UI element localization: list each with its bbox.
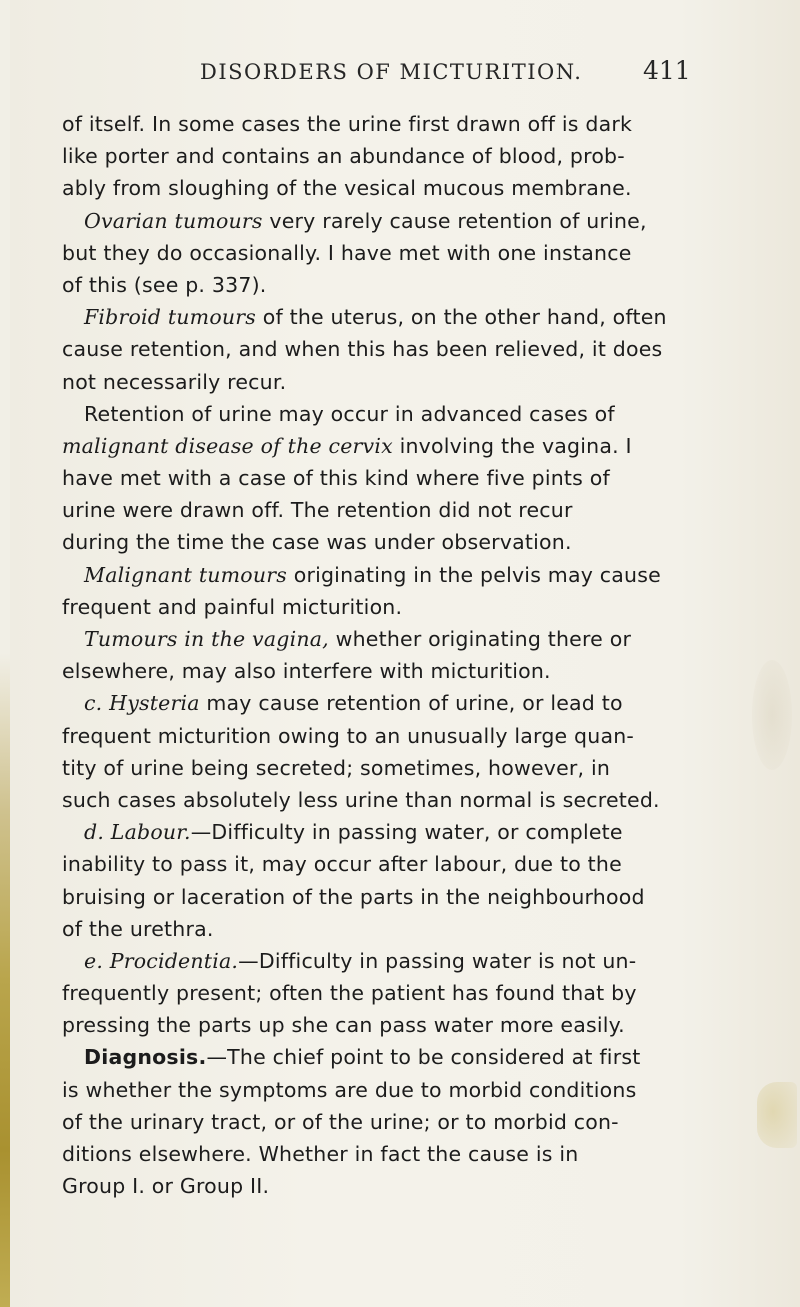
page-number: 411 (643, 56, 691, 85)
text-line (62, 462, 774, 494)
page-spine-edge (0, 0, 10, 1307)
text-run: but they do occasionally. I have met with one instance (62, 240, 632, 265)
text-line (62, 945, 774, 977)
text-run: of this (see p. 337). (62, 272, 267, 297)
text-run: such cases absolutely less urine than normal is secreted. (62, 787, 660, 812)
text-line (62, 172, 774, 204)
text-line (62, 1041, 774, 1073)
text-line (62, 494, 774, 526)
running-title: DISORDERS OF MICTURITION. (200, 60, 583, 84)
italic-term: c. Hysteria (84, 691, 200, 716)
text-line (62, 366, 774, 398)
body-text (62, 108, 774, 1202)
text-line (62, 848, 774, 880)
text-run: —Difficulty in passing water is not un- (238, 948, 637, 973)
text-line (62, 333, 774, 365)
text-run: —Difficulty in passing water, or complete (190, 820, 623, 845)
text-line (62, 591, 774, 623)
text-line (62, 1106, 774, 1138)
text-line (62, 977, 774, 1009)
text-run: not necessarily recur. (62, 369, 287, 394)
text-run: Retention of urine may occur in advanced cases of (84, 401, 615, 426)
text-line (62, 1138, 774, 1170)
text-run: pressing the parts up she can pass water more easily. (62, 1013, 625, 1038)
text-run: originating in the pelvis may cause (286, 562, 661, 587)
text-run: elsewhere, may also interfere with micturition. (62, 659, 551, 684)
text-run: of itself. In some cases the urine first drawn off is dark (62, 112, 633, 136)
text-run: of the urethra. (62, 916, 214, 941)
text-run: inability to pass it, may occur after labour, due to the (62, 852, 622, 877)
text-run: tity of urine being secreted; sometimes, however, in (62, 755, 611, 780)
text-run: ditions elsewhere. Whether in fact the cause is in (62, 1142, 579, 1166)
italic-term: Malignant tumours (84, 562, 287, 587)
text-line (62, 752, 774, 784)
text-run: involving the vagina. I (392, 433, 632, 458)
italic-term: d. Labour. (84, 820, 191, 845)
italic-term: malignant disease of the cervix (62, 433, 393, 458)
text-run: may cause retention of urine, or lead to (199, 691, 623, 716)
text-line (62, 108, 774, 140)
text-line (62, 559, 774, 591)
text-line (62, 398, 774, 430)
text-line (62, 655, 774, 687)
text-line (62, 1170, 774, 1202)
text-line (62, 430, 774, 462)
text-run: cause retention, and when this has been relieved, it does (62, 337, 663, 362)
running-header (0, 56, 800, 96)
text-line (62, 526, 774, 558)
text-run: urine were drawn off. The retention did not recur (62, 498, 573, 523)
text-line (62, 720, 774, 752)
text-line (62, 140, 774, 172)
text-run: —The chief point to be considered at first (206, 1045, 641, 1070)
text-line (62, 205, 774, 237)
text-run: like porter and contains an abundance of blood, prob- (62, 144, 625, 169)
text-run: is whether the symptoms are due to morbid conditions (62, 1077, 637, 1102)
text-line (62, 237, 774, 269)
text-line (62, 1074, 774, 1106)
text-line (62, 913, 774, 945)
text-line (62, 881, 774, 913)
italic-term: Tumours in the vagina, (84, 627, 329, 651)
text-line (62, 1009, 774, 1041)
text-run: of the urinary tract, or of the urine; or to morbid con- (62, 1109, 619, 1134)
italic-term: Fibroid tumours (84, 305, 256, 330)
text-run: frequently present; often the patient has found that by (62, 981, 637, 1006)
text-run: have met with a case of this kind where five pints of (62, 466, 610, 491)
italic-term: Ovarian tumours (84, 208, 263, 233)
text-run: of the uterus, on the other hand, often (256, 305, 667, 330)
section-heading: Diagnosis. (84, 1045, 207, 1070)
text-line (62, 687, 774, 719)
text-run: bruising or laceration of the parts in the neighbourhood (62, 884, 645, 909)
text-run: Group I. or Group II. (62, 1174, 270, 1199)
text-run: frequent and painful micturition. (62, 594, 403, 619)
text-run: ably from sloughing of the vesical mucous membrane. (62, 176, 632, 201)
text-line (62, 269, 774, 301)
text-run: whether originating there or (328, 627, 632, 651)
text-run: very rarely cause retention of urine, (262, 208, 647, 233)
text-line (62, 784, 774, 816)
text-run: frequent micturition owing to an unusually large quan- (62, 723, 635, 748)
italic-term: e. Procidentia. (84, 948, 239, 973)
text-line (62, 301, 774, 333)
text-line (62, 623, 774, 655)
text-line (62, 816, 774, 848)
text-run: during the time the case was under observation. (62, 530, 572, 555)
